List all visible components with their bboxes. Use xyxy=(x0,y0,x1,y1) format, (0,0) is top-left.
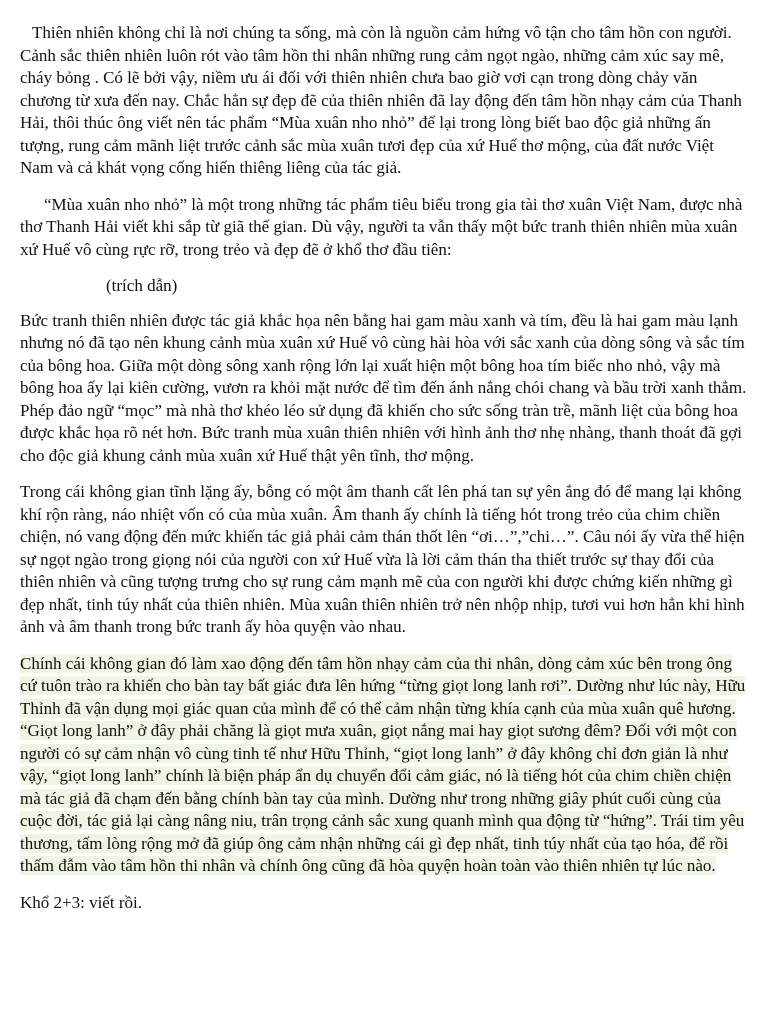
paragraph-intro: Thiên nhiên không chỉ là nơi chúng ta sống, mà còn là nguồn cảm hứng vô tận cho tâm hồn con người. Cảnh sắc thiên nhiên luôn rót vào tâm hồn thi nhân những rung cảm ngọt ngào, những cảm xúc say mê, cháy bỏng . Có lẽ bởi vậy, niềm ưu ái đối với thiên nhiên chưa bao giờ vơi cạn trong dòng chảy văn chương từ xưa đến nay. Chắc hẳn sự đẹp đẽ của thiên nhiên đã lay động đến tâm hồn nhạy cảm của Thanh Hải, thôi thúc ông viết nên tác phẩm “Mùa xuân nho nhỏ” để lại trong lòng biết bao độc giả những ấn tượng, rung cảm mãnh liệt trước cảnh sắc mùa xuân tươi đẹp của xứ Huế thơ mộng, của đất nước Việt Nam và cả khát vọng cống hiến thiêng liêng của tác giả. xyxy=(20,23,742,177)
quote-placeholder: (trích dẫn) xyxy=(106,276,178,295)
paragraph-highlighted xyxy=(20,653,748,878)
paragraph-analysis-sound: Trong cái không gian tĩnh lặng ấy, bỗng có một âm thanh cất lên phá tan sự yên ắng đó để mang lại không khí rộn ràng, náo nhiệt vốn có của mùa xuân. Âm thanh ấy chính là tiếng hót trong trẻo của chim chiền chiện, nó vang động đến mức khiến tác giả phải cảm thán thốt lên “ơi…”,”chi…”. Câu nói ấy vừa thể hiện sự ngọt ngào trong giọng nói của người con xứ Huế vừa là lời cảm thán tha thiết trước sự thay đổi của thiên nhiên và cũng tượng trưng cho sự rung cảm mạnh mẽ của con người khi được chứng kiến những gì đẹp nhất, tinh túy nhất của thiên nhiên. Mùa xuân thiên nhiên trở nên nhộp nhịp, tươi vui hơn hẳn khi hình ảnh và âm thanh trong bức tranh ấy hòa quyện vào nhau. xyxy=(20,482,745,636)
paragraph-analysis-colors: Bức tranh thiên nhiên được tác giả khắc họa nên bằng hai gam màu xanh và tím, đều là hai gam màu lạnh nhưng nó đã tạo nên khung cảnh mùa xuân xứ Huế vô cùng hài hòa với sắc xanh của dòng sông và sắc tím của bông hoa. Giữa một dòng sông xanh rộng lớn lại xuất hiện một bông hoa tím biếc nho nhỏ, vậy mà bông hoa ấy lại kiên cường, vươn ra khỏi mặt nước để tìm đến ánh nắng chói chang và bầu trời xanh thẳm. Phép đảo ngữ “mọc” mà nhà thơ khéo léo sử dụng đã khiến cho sức sống tràn trề, mãnh liệt của bông hoa được khắc họa rõ nét hơn. Bức tranh mùa xuân thiên nhiên với hình ảnh thơ nhẹ nhàng, thanh thoát đã gợi cho độc giả khung cảnh mùa xuân xứ Huế thật yên tĩnh, thơ mộng. xyxy=(20,310,747,465)
paragraph-note: Khổ 2+3: viết rồi. xyxy=(20,892,142,912)
highlighted-text: Chính cái không gian đó làm xao động đến tâm hồn nhạy cảm của thi nhân, dòng cảm xúc bên trong ông cứ tuôn trào ra khiến cho bàn tay bất giác đưa lên hứng “từng giọt long lanh rơi”. Dường như lúc này, Hữu Thỉnh đã vận dụng mọi giác quan của mình để có thể cảm nhận từng khía cạnh của mùa xuân quê hương. “Giọt long lanh” ở đây phải chăng là giọt mưa xuân, giọt nắng mai hay giọt sương đêm? Đối với một con người có sự cảm nhận vô cùng tinh tế như Hữu Thỉnh, “giọt long lanh” ở đây không chỉ đơn giản là như vậy, “giọt long lanh” chính là biện pháp ẩn dụ chuyển đổi cảm giác, nó là tiếng hót của chim chiền chiện mà tác giả đã chạm đến bằng chính bàn tay của mình. Dường như trong những giây phút cuối cùng của cuộc đời, tác giả lại càng nâng niu, trân trọng cảnh sắc xung quanh mình qua động từ “hứng”. Trái tim yêu thương, tấm lòng rộng mở đã giúp ông cảm nhận những cái gì đẹp nhất, tinh túy nhất của tạo hóa, để rồi thấm đẫm vào tâm hồn thi nhân và chính ông cũng đã hòa quyện hoàn toàn vào thiên nhiên tự lúc nào. xyxy=(20,653,746,875)
paragraph-context: “Mùa xuân nho nhỏ” là một trong những tác phẩm tiêu biểu trong gia tài thơ xuân Việt Nam, được nhà thơ Thanh Hải viết khi sắp từ giã thế gian. Dù vậy, người ta vẫn thấy một bức tranh thiên nhiên mùa xuân xứ Huế vô cùng rực rỡ, trong trẻo và đẹp đẽ ở khổ thơ đầu tiên: xyxy=(20,194,743,259)
